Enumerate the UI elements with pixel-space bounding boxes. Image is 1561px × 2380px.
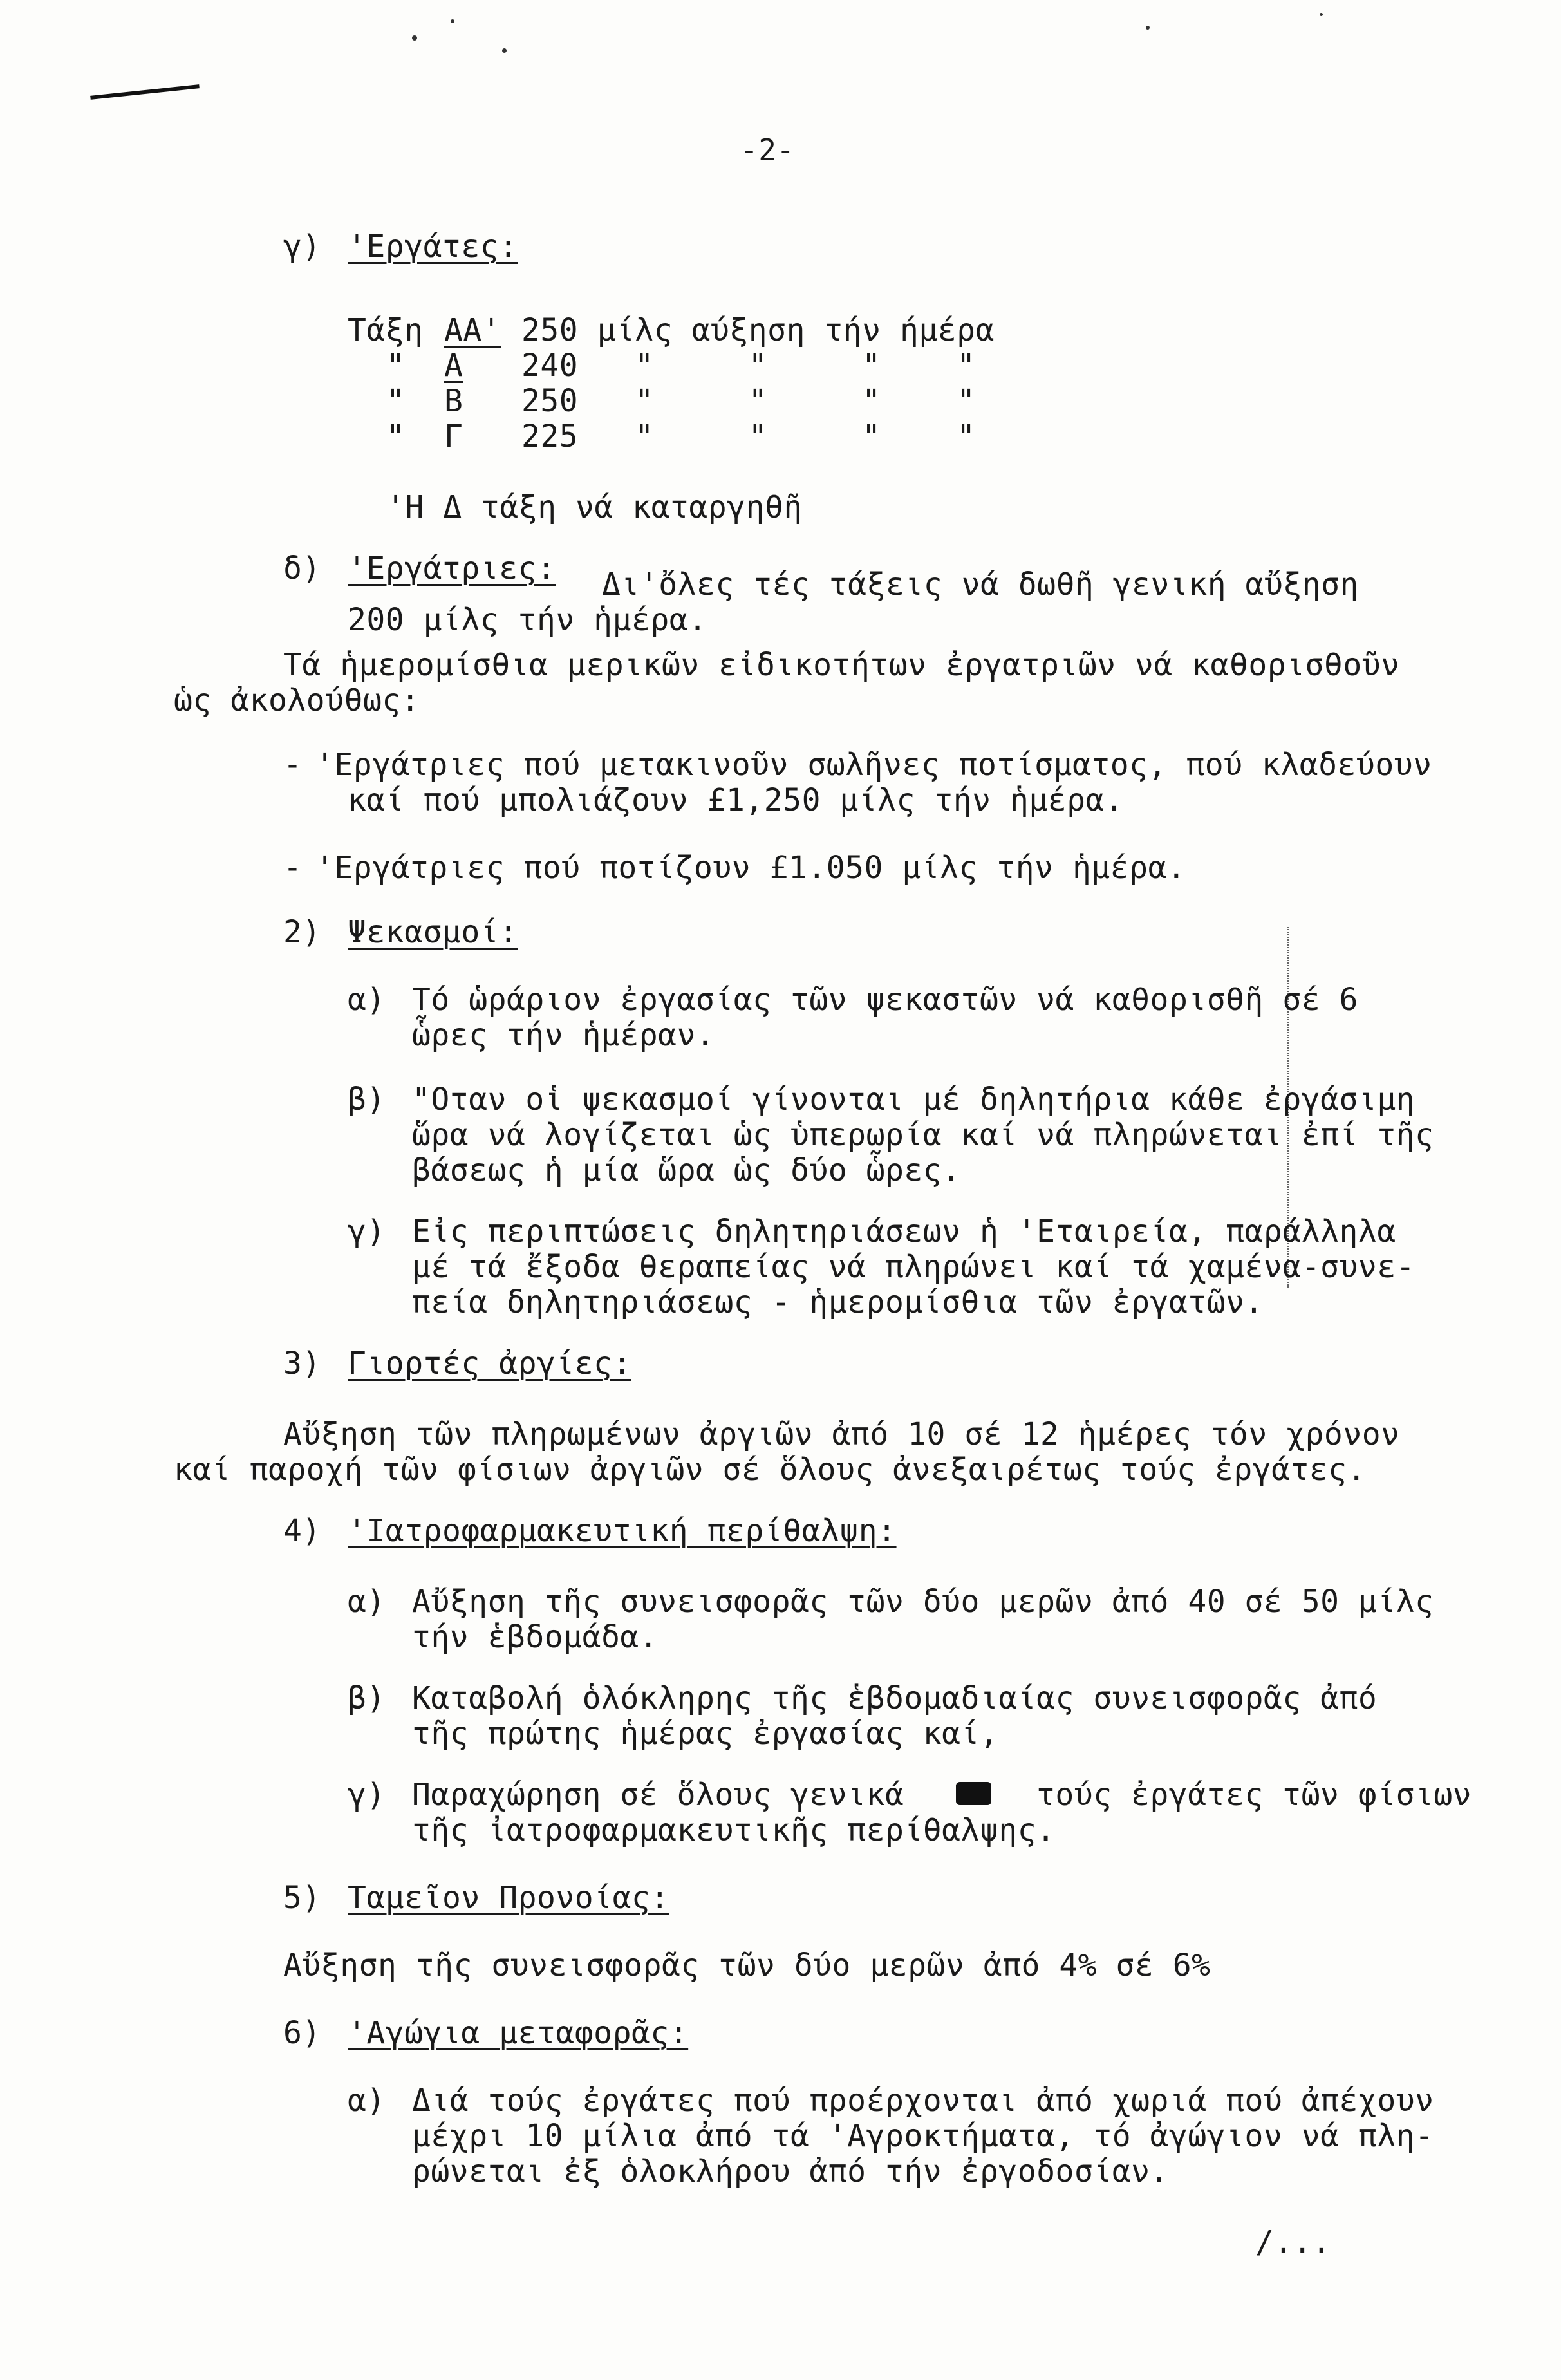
grade-label: Τάξη [348,312,424,348]
scan-speck [451,19,454,23]
item-marker: β) [348,1082,386,1118]
scan-mark [90,84,200,100]
item-line: τῆς ἰατροφαρμακευτικῆς περίθαλψης. [412,1812,1056,1848]
item-line: Διά τούς ἐργάτες πού προέρχονται ἀπό χωριά πού ἀπέχουν [412,2083,1434,2119]
grade-label: " [386,383,406,419]
grade-increase: 240 " " " " [521,348,976,384]
section-heading: 'Ιατροφαρμακευτική περίθαλψη: [348,1513,897,1549]
item-line: ρώνεται ἐξ ὁλοκλήρου ἀπό τήν ἐργοδοσίαν. [412,2153,1169,2189]
paragraph-line: καί παροχή τῶν φίσιων ἀργιῶν σέ ὅλους ἀνεξαιρέτως τούς ἐργάτες. [174,1452,1367,1488]
section-marker: 6) [283,2015,321,2051]
paragraph-line: Αὔξηση τῆς συνεισφορᾶς τῶν δύο μερῶν ἀπό 4% σέ 6% [283,1947,1211,1983]
continuation-mark: /... [1255,2224,1331,2260]
paragraph-line: Δι'ὄλες τές τάξεις νά δωθῆ γενική αὔξηση [602,567,1359,603]
scan-speck [1320,13,1323,16]
item-marker: γ) [348,1213,386,1250]
paragraph-line: Τά ἡμερομίσθια μερικῶν εἰδικοτήτων ἐργατριῶν νά καθορισθοῦν [283,647,1400,683]
item-line: "Οταν οἱ ψεκασμοί γίνονται μέ δηλητήρια κάθε ἐργάσιμη [412,1082,1416,1118]
item-line: τῆς πρώτης ἡμέρας ἐργασίας καί, [412,1716,999,1752]
section-marker: 3) [283,1345,321,1382]
paragraph-line: ὡς ἀκολούθως: [174,682,420,718]
section-heading: Ψεκασμοί: [348,914,518,950]
item-line: μέ τά ἔξοδα θεραπείας νά πληρώνει καί τά χαμένα-συνε- [412,1249,1416,1285]
scan-speck [502,48,507,53]
section-heading: Ταμεῖον Προνοίας: [348,1880,669,1916]
grade-code: ΑΑ' [444,312,501,348]
item-line: τούς ἐργάτες τῶν φίσιων [1036,1777,1472,1813]
item-line: ὧρες τήν ἡμέραν. [412,1017,715,1053]
paragraph-line: Αὔξηση τῶν πληρωμένων ἀργιῶν ἀπό 10 σέ 12 ἡμέρες τόν χρόνον [283,1416,1400,1452]
item-line: πεία δηλητηριάσεως - ἡμερομίσθια τῶν ἐργατῶν. [412,1284,1264,1320]
item-marker: γ) [348,1777,386,1813]
grade-label: " [386,348,406,384]
item-line: βάσεως ἡ μία ὥρα ὡς δύο ὧρες. [412,1152,961,1188]
item-line: Καταβολή ὁλόκληρης τῆς ἑβδομαδιαίας συνεισφορᾶς ἀπό [412,1680,1378,1716]
item-marker: α) [348,1584,386,1620]
section-marker: δ) [283,550,321,586]
item-marker: α) [348,2083,386,2119]
paragraph-line: 200 μίλς τήν ἡμέρα. [348,602,707,638]
list-item-line: καί πού μπολιάζουν £1,250 μίλς τήν ἡμέρα. [348,782,1124,818]
section-marker: 2) [283,914,321,950]
item-line: Παραχώρηση σέ ὅλους γενικά [412,1777,904,1813]
section-heading: Γιορτές ἀργίες: [348,1345,631,1382]
grade-increase: 250 μίλς αύξηση τήν ήμέρα [521,312,995,348]
scan-speck [1146,26,1150,30]
section-heading: 'Αγώγια μεταφορᾶς: [348,2015,689,2051]
grade-code: Β [444,383,463,419]
item-line: μέχρι 10 μίλια ἀπό τά 'Αγροκτήματα, τό ἀγώγιον νά πλη- [412,2118,1434,2154]
page-number: -2- [740,133,795,167]
item-line: Τό ὡράριον ἐργασίας τῶν ψεκαστῶν νά καθορισθῆ σέ 6 [412,982,1358,1018]
grade-increase: 225 " " " " [521,418,976,454]
section-marker: 4) [283,1513,321,1549]
item-marker: α) [348,982,386,1018]
scan-speck [412,35,417,41]
list-item-line: 'Εργάτριες πού μετακινοῦν σωλῆνες ποτίσματος, πού κλαδεύουν [315,747,1432,783]
item-marker: β) [348,1680,386,1716]
section-heading: 'Εργάτες: [348,229,518,265]
grade-code: Α [444,348,463,384]
item-line: ὥρα νά λογίζεται ὡς ὑπερωρία καί νά πληρώνεται ἐπί τῆς [412,1117,1434,1153]
grade-increase: 250 " " " " [521,383,976,419]
list-dash: - [283,850,303,886]
grade-label: " [386,418,406,454]
item-line: τήν ἑβδομάδα. [412,1619,659,1655]
section-marker: γ) [283,229,321,265]
item-line: Εἰς περιπτώσεις δηλητηριάσεων ἡ 'Εταιρεία, παράλληλα [412,1213,1396,1250]
list-item-line: 'Εργάτριες πού ποτίζουν £1.050 μίλς τήν ἡμέρα. [315,850,1186,886]
section-marker: 5) [283,1880,321,1916]
grade-code: Γ [444,418,463,454]
ink-blot [956,1782,991,1805]
item-line: Αὔξηση τῆς συνεισφορᾶς τῶν δύο μερῶν ἀπό 40 σέ 50 μίλς [412,1584,1434,1620]
list-dash: - [283,747,303,783]
section-heading: 'Εργάτριες: [348,550,556,586]
section-note: 'Η Δ τάξη νά καταργηθῆ [386,489,803,525]
